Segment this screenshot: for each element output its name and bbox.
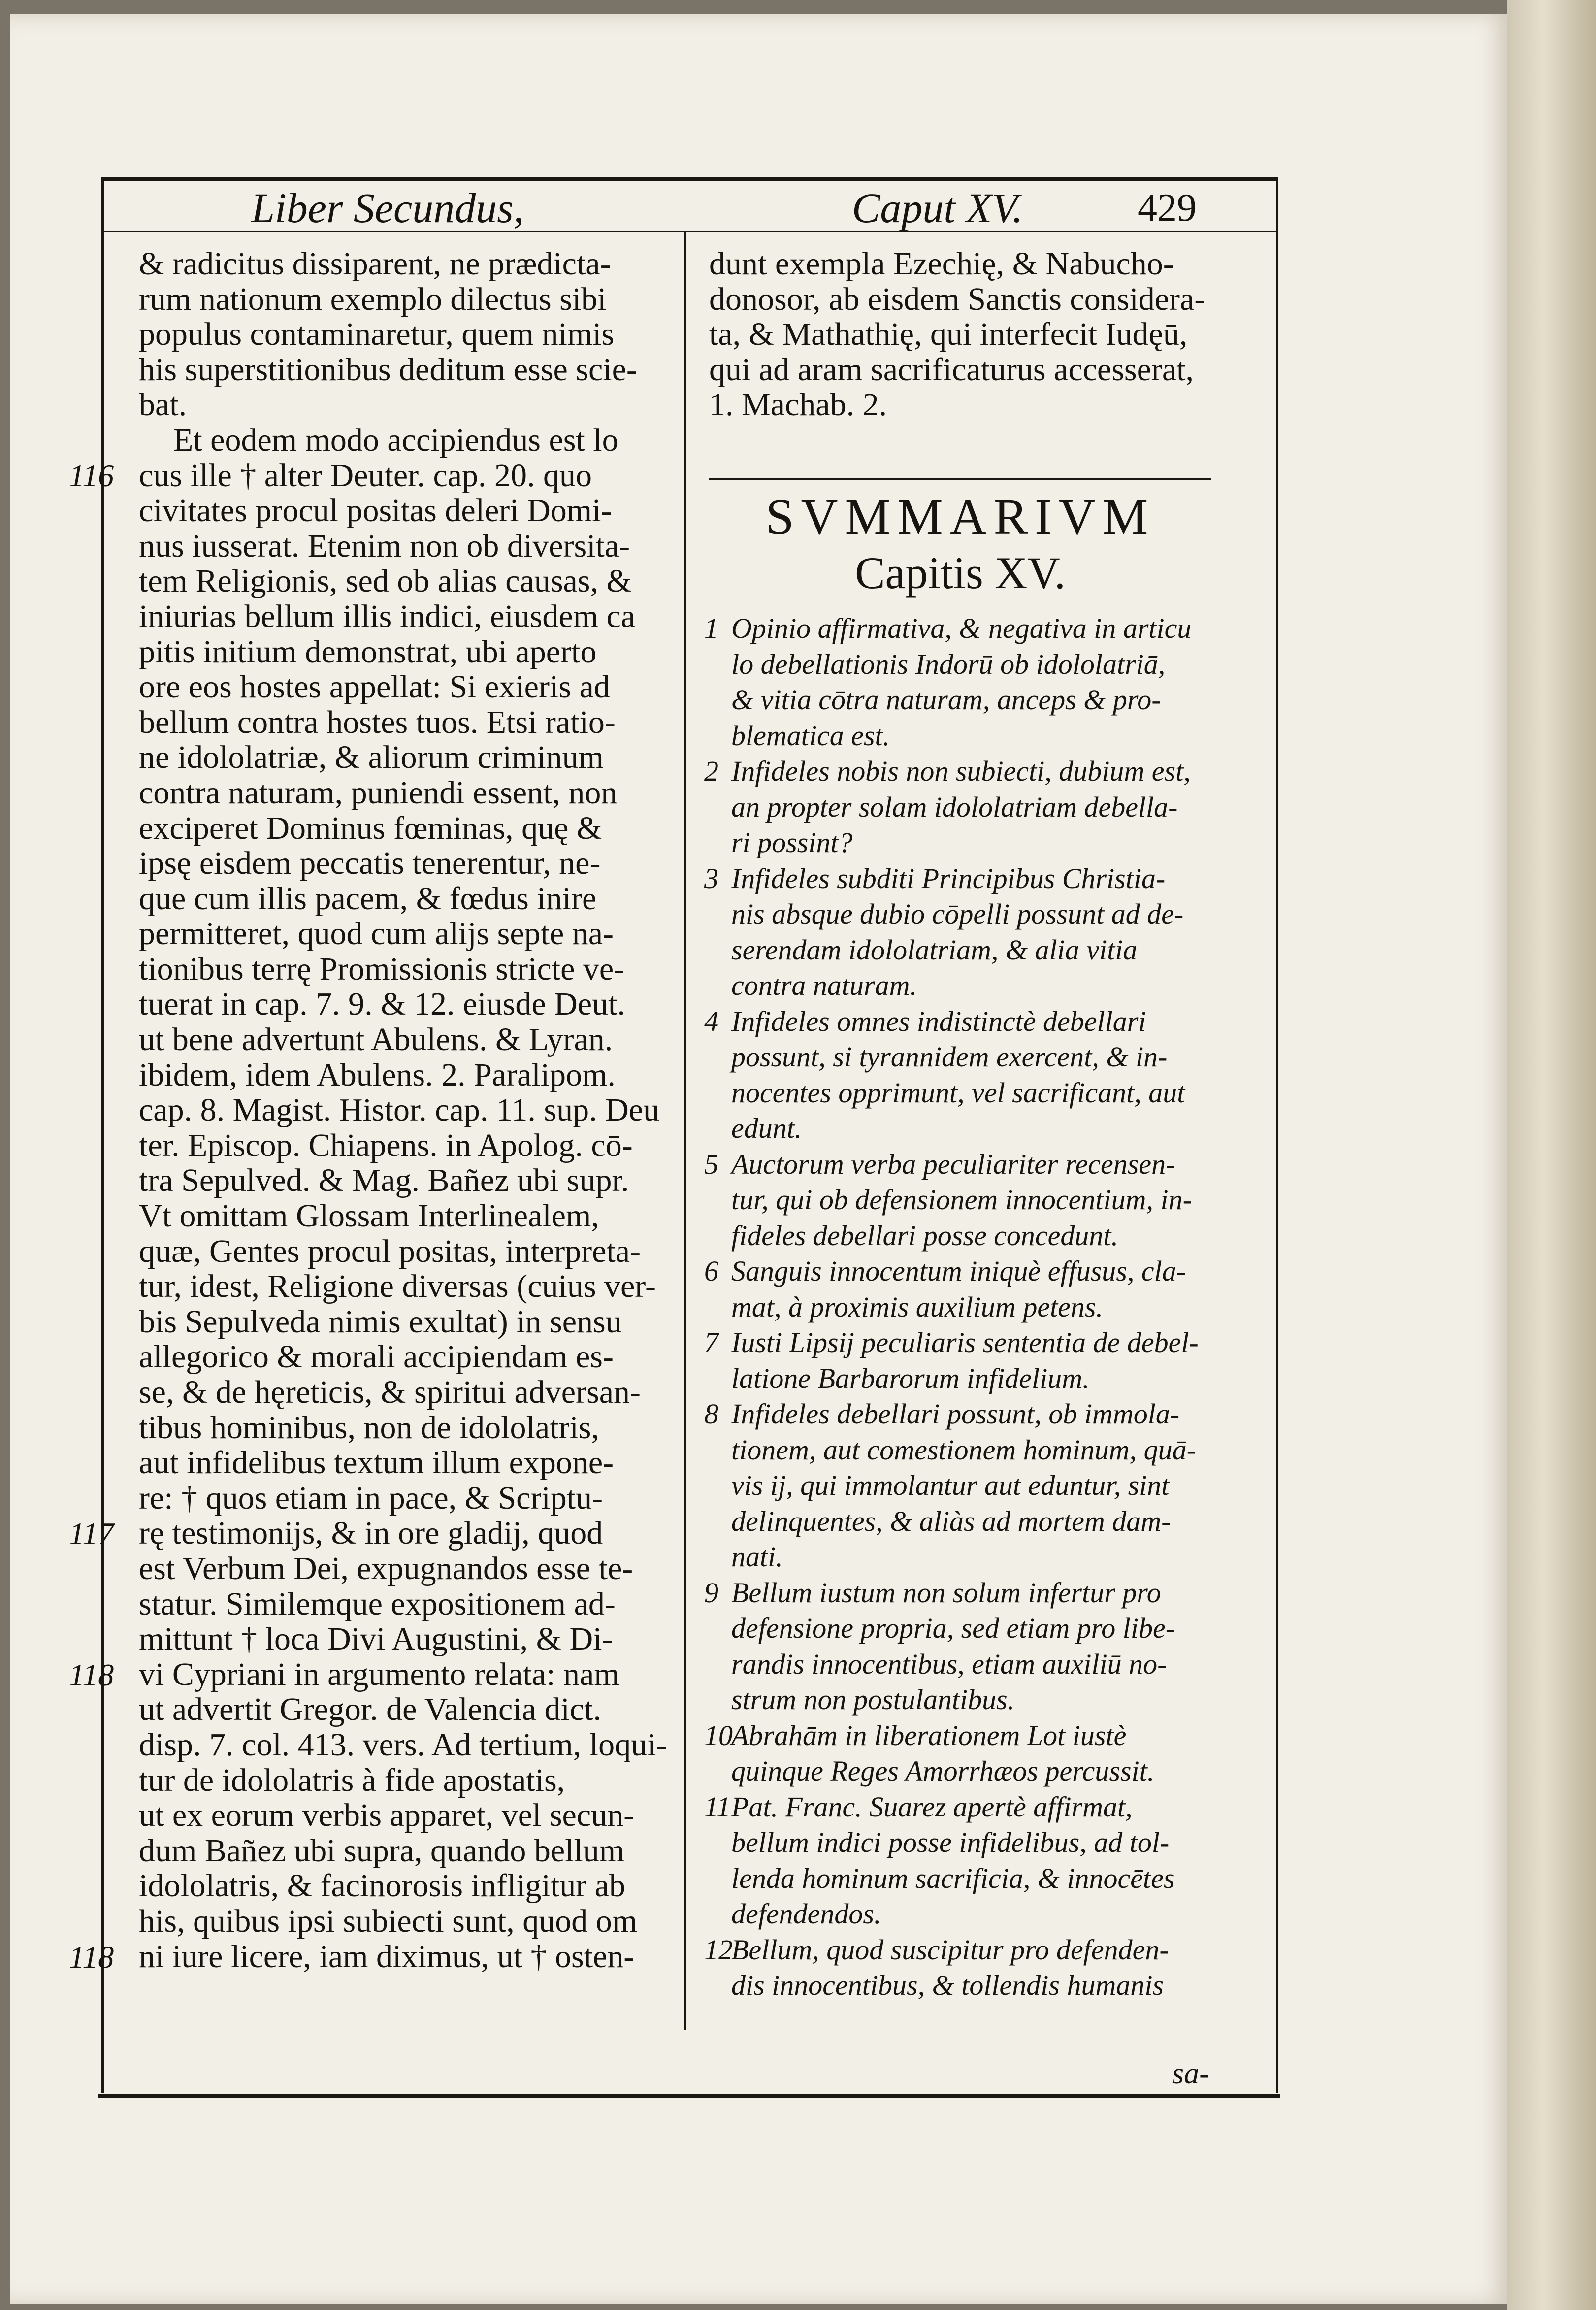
summary-item-line: edunt. <box>731 1112 802 1144</box>
summary-item-text <box>731 1575 1216 1718</box>
summary-subtitle: Capitis XV. <box>855 548 1066 598</box>
text-line: ut advertit Gregor. de Valencia dict. <box>139 1691 601 1728</box>
text-line: permitteret, quod cum alijs septe na- <box>139 916 614 952</box>
summary-item <box>704 1789 1216 1932</box>
summary-item <box>704 1932 1216 2004</box>
summary-item-line: delinquentes, & aliàs ad mortem dam- <box>731 1505 1171 1537</box>
text-line: tur, idest, Religione diversas (cuius ver- <box>139 1268 656 1305</box>
summary-item-line: ri possint? <box>731 826 853 858</box>
text-line: tuerat in cap. 7. 9. & 12. eiusde Deut. <box>139 986 625 1023</box>
summary-item-line: defendendos. <box>731 1898 881 1930</box>
summary-item-line: latione Barbarorum infidelium. <box>731 1362 1090 1394</box>
summary-item-line: serendam idololatriam, & alia vitia <box>731 933 1138 966</box>
summary-item-line: Opinio affirmativa, & negativa in articu <box>731 612 1192 644</box>
summary-item-line: Infideles omnes indistinctè debellari <box>731 1005 1146 1037</box>
summary-item <box>704 1718 1216 1789</box>
summary-item-line: Infideles nobis non subiecti, dubium est, <box>731 755 1191 787</box>
summary-title: SVMMARIVM <box>765 489 1155 545</box>
summary-item-line: possunt, si tyrannidem exercent, & in- <box>731 1041 1168 1073</box>
margin-number: 118 <box>69 1657 114 1692</box>
summary-rule <box>709 478 1211 480</box>
summary-item <box>704 861 1216 1004</box>
catchword: sa- <box>1172 2057 1209 2090</box>
summary-item-line: & vitia cōtra naturam, anceps & pro- <box>731 684 1161 716</box>
text-line: dum Bañez ubi supra, quando bellum <box>139 1832 625 1869</box>
summary-item-text <box>731 861 1216 1004</box>
summary-item <box>704 1004 1216 1147</box>
summary-item-number: 7 <box>704 1326 718 1358</box>
text-line: nus iusserat. Etenim non ob diversita- <box>139 528 630 564</box>
summary-item-text <box>731 1932 1216 2004</box>
text-line: ta, & Mathathię, qui interfecit Iudęū, <box>709 316 1188 353</box>
book-spine <box>1507 0 1596 2310</box>
text-line: rę testimonijs, & in ore gladij, quod <box>139 1515 603 1551</box>
summary-item-line: blematica est. <box>731 719 890 752</box>
summary-item-line: strum non postulantibus. <box>731 1683 1015 1716</box>
summary-item-number: 2 <box>704 755 718 787</box>
text-line: ne idololatriæ, & aliorum criminum <box>139 739 604 776</box>
margin-number: 118 <box>69 1940 114 1975</box>
text-line: vi Cypriani in argumento relata: nam <box>139 1656 619 1692</box>
text-line: ter. Episcop. Chiapens. in Apolog. cō- <box>139 1127 633 1163</box>
summary-item <box>704 1254 1216 1325</box>
text-line: quæ, Gentes procul positas, interpreta- <box>139 1233 641 1269</box>
page-number: 429 <box>1138 186 1197 230</box>
text-line: tionibus terrę Promissionis stricte ve- <box>139 951 625 987</box>
text-line: cap. 8. Magist. Histor. cap. 11. sup. Deu <box>139 1092 660 1128</box>
text-line: est Verbum Dei, expugnandos esse te- <box>139 1550 633 1586</box>
right-column-continuation <box>709 246 1211 423</box>
summary-item-text <box>731 611 1216 754</box>
text-line: tibus hominibus, non de idololatris, <box>139 1409 599 1446</box>
summary-item-line: Abrahām in liberationem Lot iustè <box>731 1719 1127 1751</box>
text-line: his superstitionibus deditum esse scie- <box>139 351 637 388</box>
text-line: ut ex eorum verbis apparet, vel secun- <box>139 1797 635 1834</box>
text-line: contra naturam, puniendi essent, non <box>139 774 618 811</box>
summary-item <box>704 1396 1216 1575</box>
summary-item-number: 1 <box>704 612 718 644</box>
summary-item-number: 9 <box>704 1576 718 1609</box>
summary-item-line: nis absque dubio cōpelli possunt ad de- <box>731 898 1184 930</box>
summary-item-number: 10 <box>704 1719 733 1751</box>
column-divider <box>684 232 686 2030</box>
text-line: tra Sepulved. & Mag. Bañez ubi supr. <box>139 1162 629 1199</box>
text-line: idololatris, & facinorosis infligitur ab <box>139 1868 626 1904</box>
summary-item-line: Bellum iustum non solum infertur pro <box>731 1576 1161 1609</box>
summary-item-number: 4 <box>704 1005 718 1037</box>
summary-item-line: Iusti Lipsij peculiaris sententia de debel- <box>731 1326 1199 1358</box>
summary-item <box>704 1575 1216 1718</box>
text-line: ore eos hostes appellat: Si exieris ad <box>139 669 610 705</box>
summary-item-line: contra naturam. <box>731 969 917 1001</box>
text-line: 1. Machab. 2. <box>709 387 887 423</box>
text-line: donosor, ab eisdem Sanctis considera- <box>709 281 1205 317</box>
summary-list <box>704 611 1216 2004</box>
summary-item-number: 6 <box>704 1255 718 1287</box>
text-line: re: † quos etiam in pace, & Scriptu- <box>139 1480 603 1516</box>
text-line: tur de idololatris à fide apostatis, <box>139 1762 565 1798</box>
running-head-chapter: Caput XV. <box>852 184 1023 231</box>
summary-item-line: fideles debellari posse concedunt. <box>731 1219 1119 1252</box>
text-line: aut infidelibus textum illum expone- <box>139 1445 614 1481</box>
summary-item-line: vis ij, qui immolantur aut eduntur, sint <box>731 1469 1170 1501</box>
summary-item-text <box>731 1789 1216 1932</box>
summary-item-line: Infideles debellari possunt, ob immola- <box>731 1398 1180 1430</box>
summary-item-text <box>731 1396 1216 1575</box>
text-line: qui ad aram sacrificaturus accesserat, <box>709 351 1194 388</box>
text-line: disp. 7. col. 413. vers. Ad tertium, loqui- <box>139 1726 667 1763</box>
bottom-rule <box>98 2094 1280 2098</box>
summary-item-number: 11 <box>704 1790 731 1823</box>
summary-item-line: randis innocentibus, etiam auxiliū no- <box>731 1648 1167 1680</box>
summary-item-line: lenda hominum sacrificia, & innocētes <box>731 1862 1175 1894</box>
summary-item-line: tur, qui ob defensionem innocentium, in- <box>731 1184 1192 1216</box>
text-line: allegorico & morali accipiendam es- <box>139 1339 614 1375</box>
text-line: Vt omittam Glossam Interlinealem, <box>139 1198 599 1234</box>
summary-item-line: Auctorum verba peculiariter recensen- <box>731 1148 1175 1180</box>
summary-item-number: 8 <box>704 1398 718 1430</box>
text-line: rum nationum exemplo dilectus sibi <box>139 281 607 317</box>
text-line: bis Sepulveda nimis exultat) in sensu <box>139 1303 622 1340</box>
summary-item-text <box>731 1254 1216 1325</box>
text-line: his, quibus ipsi subiecti sunt, quod om <box>139 1903 638 1939</box>
text-line: bellum contra hostes tuos. Etsi ratio- <box>139 704 616 740</box>
text-line: statur. Similemque expositionem ad- <box>139 1585 616 1622</box>
summary-item-line: quinque Reges Amorrhæos percussit. <box>731 1755 1155 1787</box>
text-line: ipsę eisdem peccatis tenerentur, ne- <box>139 845 601 882</box>
text-line: & radicitus dissiparent, ne prædicta- <box>139 246 611 282</box>
summary-item-line: tionem, aut comestionem hominum, quā- <box>731 1433 1196 1466</box>
summary-item-line: bellum indici posse infidelibus, ad tol- <box>731 1826 1170 1858</box>
text-line: pitis initium demonstrat, ubi aperto <box>139 633 597 670</box>
summary-item-text <box>731 1325 1216 1396</box>
summary-item <box>704 611 1216 754</box>
summary-item-line: nati. <box>731 1541 783 1573</box>
summary-item <box>704 1147 1216 1254</box>
text-line: civitates procul positas deleri Domi- <box>139 493 612 529</box>
summary-item-number: 5 <box>704 1148 718 1180</box>
summary-item-text <box>731 1004 1216 1147</box>
summary-item-line: Sanguis innocentum iniquè effusus, cla- <box>731 1255 1186 1287</box>
text-line: bat. <box>139 387 187 423</box>
summary-item-line: defensione propria, sed etiam pro libe- <box>731 1612 1175 1644</box>
text-line: ut bene advertunt Abulens. & Lyran. <box>139 1022 613 1058</box>
summary-item-text <box>731 1147 1216 1254</box>
summary-item-line: Bellum, quod suscipitur pro defenden- <box>731 1933 1169 1966</box>
text-line: populus contaminaretur, quem nimis <box>139 316 615 353</box>
summary-item-number: 3 <box>704 862 718 894</box>
summary-item-text <box>731 1718 1216 1789</box>
summary-item-line: nocentes opprimunt, vel sacrificant, aut <box>731 1076 1185 1109</box>
summary-item <box>704 754 1216 861</box>
summary-item-text <box>731 754 1216 861</box>
text-line: ni iure licere, iam diximus, ut † osten- <box>139 1938 635 1975</box>
text-line: tem Religionis, sed ob alias causas, & <box>139 563 632 599</box>
text-line: Et eodem modo accipiendus est lo <box>173 422 619 458</box>
summary-item-line: mat, à proximis auxilium petens. <box>731 1290 1103 1323</box>
summary-item-line: dis innocentibus, & tollendis humanis <box>731 1969 1164 2001</box>
margin-number: 117 <box>69 1516 114 1551</box>
running-head-book: Liber Secundus, <box>251 184 524 231</box>
text-line: iniurias bellum illis indici, eiusdem ca <box>139 598 636 634</box>
summary-item-number: 12 <box>704 1933 733 1966</box>
text-line: exciperet Dominus fœminas, quę & <box>139 810 602 846</box>
left-column <box>139 246 671 1974</box>
text-line: dunt exempla Ezechię, & Nabucho- <box>709 246 1174 282</box>
text-line: mittunt † loca Divi Augustini, & Di- <box>139 1621 613 1657</box>
summary-item <box>704 1325 1216 1396</box>
text-line: cus ille † alter Deuter. cap. 20. quo <box>139 457 592 494</box>
summary-item-line: an propter solam idololatriam debella- <box>731 791 1178 823</box>
margin-number: 116 <box>69 458 114 493</box>
text-line: que cum illis pacem, & fœdus inire <box>139 880 597 917</box>
text-line: ibidem, idem Abulens. 2. Paralipom. <box>139 1056 616 1093</box>
summary-item-line: Pat. Franc. Suarez apertè affirmat, <box>731 1790 1133 1823</box>
summary-item-line: Infideles subditi Principibus Christia- <box>731 862 1166 894</box>
summary-item-line: lo debellationis Indorū ob idololatriā, <box>731 648 1166 680</box>
text-line: se, & de hęreticis, & spiritui adversan- <box>139 1374 641 1410</box>
